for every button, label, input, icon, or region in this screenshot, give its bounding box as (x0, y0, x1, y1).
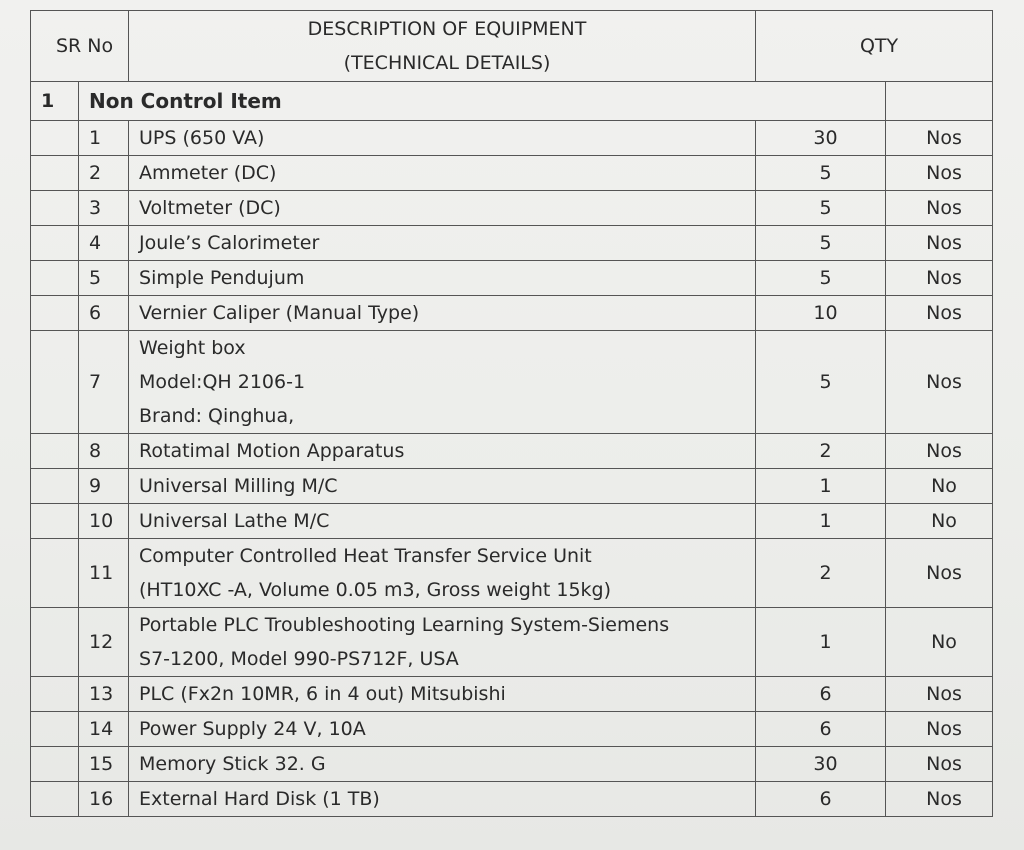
table-row (31, 677, 993, 712)
item-unit: Nos (886, 296, 993, 331)
table-row (31, 747, 993, 782)
row-gutter (31, 712, 79, 747)
section-title: Non Control Item (79, 82, 886, 121)
item-unit: Nos (886, 747, 993, 782)
row-gutter (31, 331, 79, 434)
item-unit: Nos (886, 712, 993, 747)
row-gutter (31, 504, 79, 539)
item-unit: Nos (886, 191, 993, 226)
table-row (31, 226, 993, 261)
row-gutter (31, 608, 79, 677)
item-description (129, 469, 756, 504)
table-row (31, 261, 993, 296)
item-description-line: PLC (Fx2n 10MR, 6 in 4 out) Mitsubishi (139, 683, 506, 705)
row-gutter (31, 261, 79, 296)
item-unit: Nos (886, 434, 993, 469)
item-quantity: 1 (756, 608, 886, 677)
item-number: 15 (79, 747, 129, 782)
item-description (129, 782, 756, 817)
item-description-line: S7-1200, Model 990-PS712F, USA (139, 648, 459, 670)
equipment-sheet (30, 10, 992, 817)
item-description-line: Model:QH 2106-1 (139, 371, 306, 393)
row-gutter (31, 121, 79, 156)
item-description (129, 331, 756, 434)
item-quantity: 5 (756, 226, 886, 261)
item-description-line: Weight box (139, 337, 246, 359)
table-header-row (31, 11, 993, 82)
item-number: 2 (79, 156, 129, 191)
item-number: 1 (79, 121, 129, 156)
item-number: 5 (79, 261, 129, 296)
table-row (31, 434, 993, 469)
row-gutter (31, 191, 79, 226)
item-description (129, 539, 756, 608)
item-number: 4 (79, 226, 129, 261)
item-description (129, 226, 756, 261)
item-quantity: 2 (756, 434, 886, 469)
item-description-line: Portable PLC Troubleshooting Learning System-Siemens (139, 614, 670, 636)
item-description (129, 747, 756, 782)
item-unit: Nos (886, 121, 993, 156)
row-gutter (31, 156, 79, 191)
item-description-line: (HT10XC -A, Volume 0.05 m3, Gross weight 15kg) (139, 579, 612, 601)
item-number: 7 (79, 331, 129, 434)
item-description (129, 156, 756, 191)
table-row (31, 469, 993, 504)
description-header (129, 11, 756, 82)
item-quantity: 30 (756, 747, 886, 782)
item-number: 14 (79, 712, 129, 747)
section-row (31, 82, 993, 121)
item-description (129, 712, 756, 747)
item-number: 12 (79, 608, 129, 677)
item-unit: Nos (886, 156, 993, 191)
item-description-line: Vernier Caliper (Manual Type) (139, 302, 420, 324)
item-unit: No (886, 608, 993, 677)
row-gutter (31, 747, 79, 782)
item-description-line: External Hard Disk (1 TB) (139, 788, 380, 810)
item-number: 10 (79, 504, 129, 539)
item-number: 11 (79, 539, 129, 608)
item-description-line: Joule’s Calorimeter (139, 232, 320, 254)
table-row (31, 121, 993, 156)
item-description (129, 121, 756, 156)
item-quantity: 5 (756, 261, 886, 296)
item-quantity: 2 (756, 539, 886, 608)
item-description-line: Rotatimal Motion Apparatus (139, 440, 405, 462)
item-number: 9 (79, 469, 129, 504)
item-description (129, 434, 756, 469)
item-number: 13 (79, 677, 129, 712)
row-gutter (31, 782, 79, 817)
section-unit-cell (886, 82, 993, 121)
item-description (129, 608, 756, 677)
table-row (31, 191, 993, 226)
item-quantity: 30 (756, 121, 886, 156)
equipment-table (30, 10, 993, 817)
item-unit: Nos (886, 677, 993, 712)
item-quantity: 5 (756, 191, 886, 226)
row-gutter (31, 296, 79, 331)
item-description-line: Universal Lathe M/C (139, 510, 330, 532)
item-quantity: 1 (756, 504, 886, 539)
description-header-line2: (TECHNICAL DETAILS) (343, 52, 551, 74)
table-row (31, 539, 993, 608)
item-description (129, 677, 756, 712)
item-quantity: 6 (756, 677, 886, 712)
item-unit: No (886, 504, 993, 539)
table-row (31, 782, 993, 817)
table-row (31, 296, 993, 331)
item-unit: No (886, 469, 993, 504)
section-number: 1 (31, 82, 79, 121)
table-row (31, 712, 993, 747)
item-quantity: 5 (756, 156, 886, 191)
item-description-line: Ammeter (DC) (139, 162, 277, 184)
item-unit: Nos (886, 261, 993, 296)
item-number: 6 (79, 296, 129, 331)
table-row (31, 331, 993, 434)
row-gutter (31, 226, 79, 261)
sr-no-header: SR No (31, 11, 129, 82)
item-description-line: Memory Stick 32. G (139, 753, 326, 775)
item-unit: Nos (886, 331, 993, 434)
item-quantity: 6 (756, 782, 886, 817)
row-gutter (31, 469, 79, 504)
table-row (31, 504, 993, 539)
item-unit: Nos (886, 226, 993, 261)
row-gutter (31, 677, 79, 712)
item-unit: Nos (886, 782, 993, 817)
item-description (129, 504, 756, 539)
item-quantity: 5 (756, 331, 886, 434)
item-number: 8 (79, 434, 129, 469)
item-number: 16 (79, 782, 129, 817)
item-description-line: Computer Controlled Heat Transfer Service Unit (139, 545, 592, 567)
item-description (129, 261, 756, 296)
item-description-line: Universal Milling M/C (139, 475, 338, 497)
item-description-line: UPS (650 VA) (139, 127, 265, 149)
item-description (129, 191, 756, 226)
item-description-line: Voltmeter (DC) (139, 197, 281, 219)
row-gutter (31, 539, 79, 608)
item-number: 3 (79, 191, 129, 226)
item-description-line: Simple Pendujum (139, 267, 305, 289)
table-row (31, 608, 993, 677)
item-quantity: 6 (756, 712, 886, 747)
item-description-line: Power Supply 24 V, 10A (139, 718, 366, 740)
description-header-line1: DESCRIPTION OF EQUIPMENT (307, 18, 587, 40)
item-quantity: 10 (756, 296, 886, 331)
table-row (31, 156, 993, 191)
item-description-line: Brand: Qinghua, (139, 405, 295, 427)
item-quantity: 1 (756, 469, 886, 504)
item-unit: Nos (886, 539, 993, 608)
qty-header: QTY (756, 11, 993, 82)
item-description (129, 296, 756, 331)
row-gutter (31, 434, 79, 469)
